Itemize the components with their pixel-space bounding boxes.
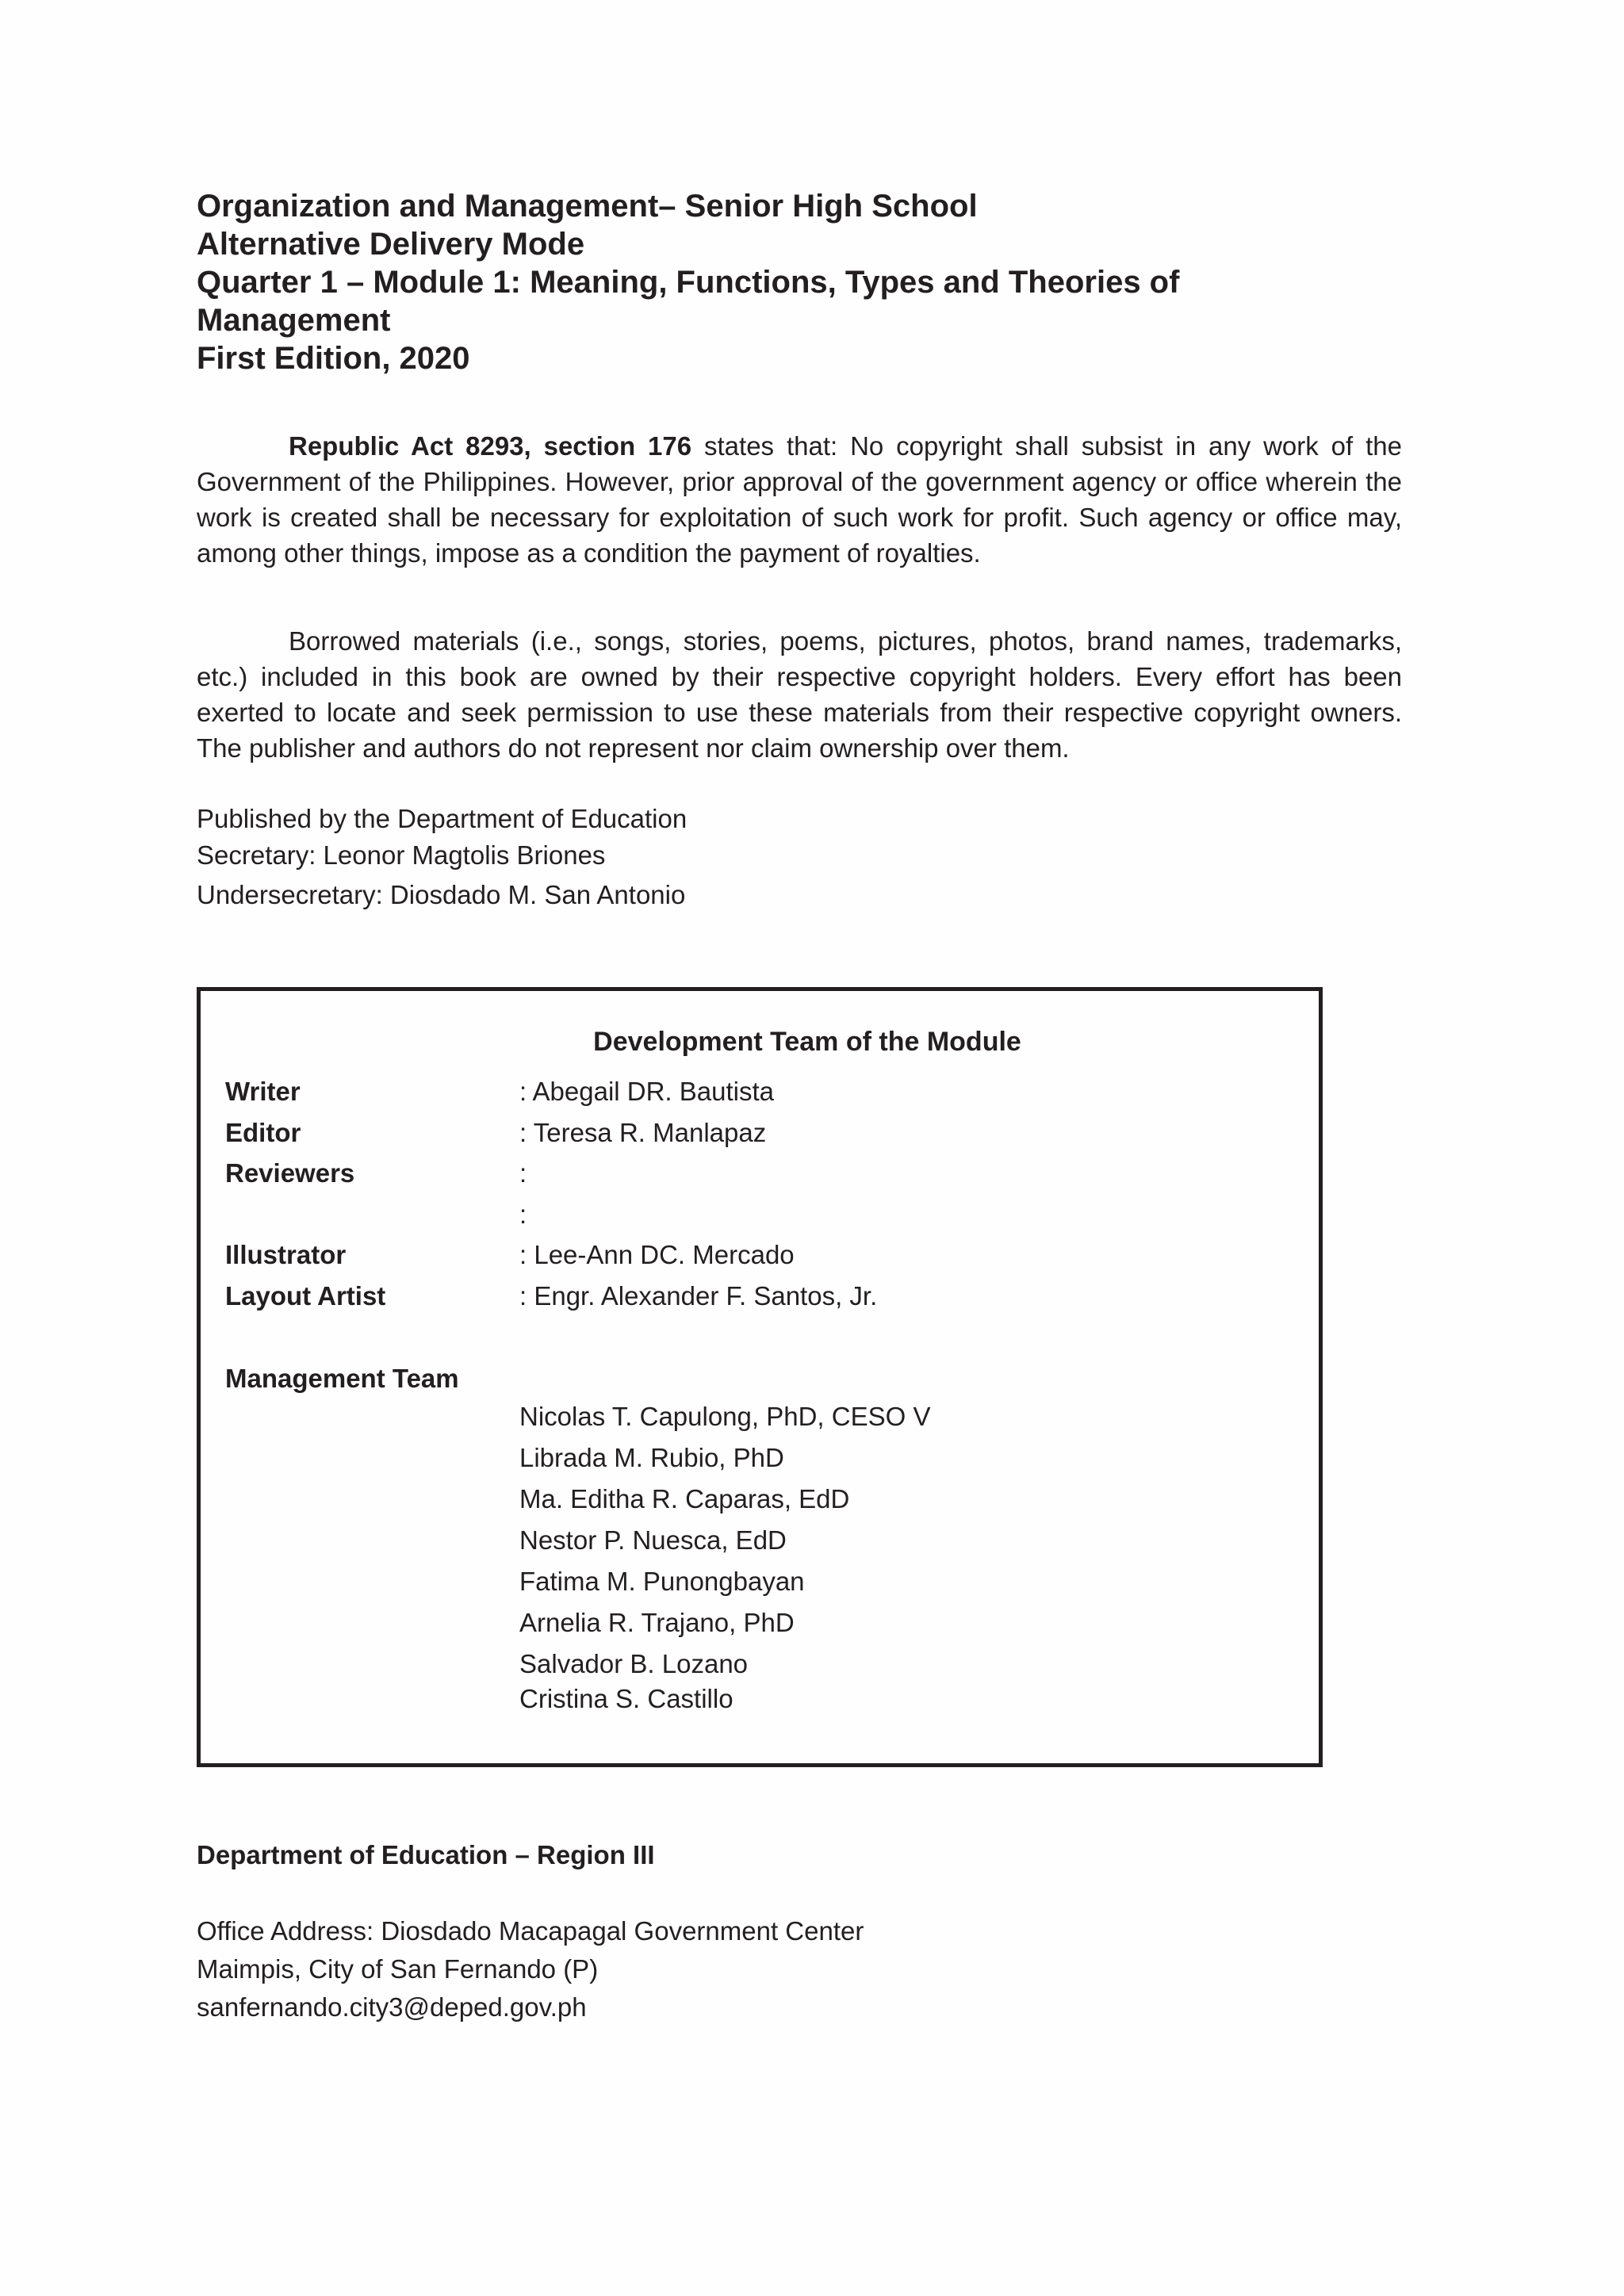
title-line-5: First Edition, 2020 <box>197 341 470 376</box>
management-member: Cristina S. Castillo <box>519 1684 733 1713</box>
copyright-text: states that: No copyright shall subsist in any work of the Government of the Philippines. However, prior approval of the government agency or office wherein the work is created shall be necessary for exploitation of such work for profit. Such agency or office may, among other things, impose as a condition the payment of royalties. <box>197 431 1402 568</box>
secretary: Secretary: Leonor Magtolis Briones <box>197 840 606 870</box>
management-member: Nicolas T. Capulong, PhD, CESO V <box>519 1402 931 1431</box>
layout-artist-value: : Engr. Alexander F. Santos, Jr. <box>519 1281 878 1311</box>
writer-label: Writer <box>225 1077 301 1106</box>
writer-row <box>225 1074 774 1109</box>
undersecretary: Undersecretary: Diosdado M. San Antonio <box>197 880 686 909</box>
management-member: Nestor P. Nuesca, EdD <box>519 1525 787 1555</box>
published-by: Published by the Department of Education <box>197 804 688 833</box>
region-heading: Department of Education – Region III <box>197 1840 655 1869</box>
reviewers-row-2 <box>225 1197 527 1232</box>
writer-value: : Abegail DR. Bautista <box>519 1077 775 1106</box>
title-line-3: Quarter 1 – Module 1: Meaning, Functions, Types and Theories of <box>197 265 1180 300</box>
title-line-2: Alternative Delivery Mode <box>197 227 585 262</box>
management-team-label: Management Team <box>225 1364 459 1393</box>
management-team-list <box>519 1396 930 1713</box>
management-member: Fatima M. Punongbayan <box>519 1567 805 1596</box>
reviewers-label: Reviewers <box>225 1158 355 1188</box>
reviewers-row <box>225 1156 527 1191</box>
management-member: Ma. Editha R. Caparas, EdD <box>519 1484 850 1513</box>
title-line-1: Organization and Management– Senior High School <box>197 189 978 224</box>
copyright-law-reference: Republic Act 8293, section 176 <box>289 431 692 461</box>
management-member: Librada M. Rubio, PhD <box>519 1443 784 1472</box>
address-line-2: Maimpis, City of San Fernando (P) <box>197 1954 599 1984</box>
layout-artist-row <box>225 1279 877 1314</box>
editor-value: : Teresa R. Manlapaz <box>519 1118 767 1147</box>
publisher-info <box>197 801 1307 913</box>
copyright-notice <box>197 428 1402 571</box>
contact-email: sanfernando.city3@deped.gov.ph <box>197 1992 587 2022</box>
module-title-block <box>197 187 1434 377</box>
development-team-box <box>197 987 1323 1767</box>
reviewers-value-1: : <box>519 1158 527 1188</box>
office-address-block <box>197 1912 864 2026</box>
layout-artist-label: Layout Artist <box>225 1281 386 1311</box>
editor-row <box>225 1115 766 1150</box>
management-member: Arnelia R. Trajano, PhD <box>519 1608 795 1637</box>
illustrator-value: : Lee-Ann DC. Mercado <box>519 1240 795 1269</box>
reviewers-value-2: : <box>519 1200 527 1229</box>
illustrator-row <box>225 1238 795 1272</box>
management-member: Salvador B. Lozano <box>519 1649 749 1678</box>
development-team-heading: Development Team of the Module <box>593 1027 1021 1057</box>
borrowed-materials-notice <box>197 623 1402 766</box>
borrowed-materials-text: Borrowed materials (i.e., songs, stories, poems, pictures, photos, brand names, trademarks, etc.) included in this book are owned by their respective copyright holders. Every effort has been exerted to locate and seek permission to use these materials from their respective copyright owners. The publisher and authors do not represent nor claim ownership over them. <box>197 626 1402 763</box>
illustrator-label: Illustrator <box>225 1240 347 1269</box>
address-line-1: Office Address: Diosdado Macapagal Government Center <box>197 1916 864 1946</box>
title-line-4: Management <box>197 303 391 338</box>
editor-label: Editor <box>225 1118 301 1147</box>
